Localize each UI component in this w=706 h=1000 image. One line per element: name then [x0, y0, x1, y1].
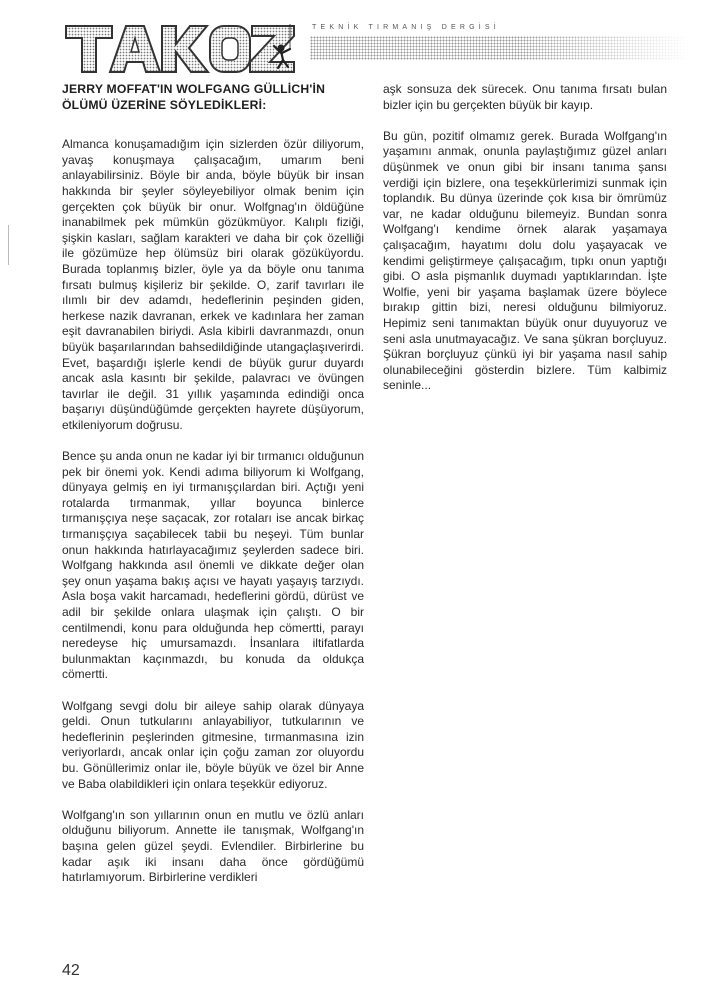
masthead	[62, 18, 652, 76]
paragraph: aşk sonsuza dek sürecek. Onu tanıma fırsatı bulan bizler için bu gerçekten büyük bir kayıp.	[383, 82, 667, 112]
scan-edge-mark	[8, 225, 9, 265]
paragraph: Bence şu anda onun ne kadar iyi bir tırmanıcı olduğunun pek bir önemi yok. Kendi adıma biliyorum ki Wolfgang, dünyaya gelmiş en iyi tırmanışçılardan biri. Açtığı yeni rotalarda tırmanmak, yıllar boyunca binlerce tırmanışçıya neşe saçacak, zor rotaları ise ancak birkaç tırmanışçıya saçabilecek tabii bu neşeyi. Tüm bunlar onun hakkında hatırlayacağımız şeylerden sadece biri. Wolfgang hakkında asıl önemli ve dikkate değer olan şey onun yaşama bakış açısı ve hayatı yaşayış tarzıydı. Asla boşa vakit harcamadı, hedeflerini gördü, dürüst ve adil bir şekilde onlara ulaşmak için çalıştı. O bir centilmendi, konu para olduğunda hep cömertti, parayı neredeyse hiç umursamazdı. İnsanlara iltifatlarda bulunmaktan kaçınmazdı, bu konuda da oldukça cömertti.	[62, 449, 364, 682]
paragraph: Almanca konuşamadığım için sizlerden özür diliyorum, yavaş konuşmaya çalışacağım, umarım beni anlayabilirsiniz. Böyle bir anda, böyle büyük bir insan hakkında bir şeyler söyleyebiliyor olmak benim için gerçekten çok büyük bir onur. Wolfgnag'ın öldüğüne inanabilmek pek mümkün gözükmüyor. Kalıplı fiziği, şişkin kasları, sağlam karakteri ve daha bir çok özelliği ile gözümüze hep ölümsüz biri olarak gözüküyordu. Burada toplanmış bizler, öyle ya da böyle onu tanıma fırsatı bulmuş kişileriz bir şekilde. O, zarif tavırları ile ılımlı bir dev adamdı, hedeflerinin peşinden giden, herkese nazik davranan, erkek ve kadınlara her zaman eşit davranabilen biriydi. Asla kibirli davranmazdı, onun büyük başarılarından bahsedildiğinde utangaçlaşıverirdi. Evet, başardığı işlerle kendi de büyük gurur duyardı ancak asla kasıntı bir şekilde, palavracı ve övüngen tavırlar ile değil. 31 yıllık yaşamında edindiği onca başarıyı düşündüğümde gerçekten hayrete düşüyorum, etkileniyorum doğrusu.	[62, 137, 364, 432]
article-heading	[62, 82, 364, 113]
left-column	[62, 82, 364, 901]
paragraph: Wolfgang sevgi dolu bir aileye sahip olarak dünyaya geldi. Onun tutkularını anlayabiliyor, tutkularının ve hedeflerinin peşlerinden gitmesine, tırmanmasına izin veriyorlardı, ancak onlar için çoğu zaman zor oluyordu bu. Gönüllerimiz onlar ile, böyle büyük ve özel bir Anne ve Baba olabildikleri için onlara teşekkür ediyoruz.	[62, 698, 364, 791]
paragraph: Bu gün, pozitif olmamız gerek. Burada Wolfgang'ın yaşamını anmak, onunla paylaştığımız güzel anları düşünmek ve onun gibi bir insanı tanıma şansı verdiği için bizlere, ona teşekkürlerimizi sunmak için toplandık. Bu dünya üzerinde çok kısa bir ömrümüz var, ne kadar olduğunu bilemeyiz. Bundan sonra Wolfgang'ı kendime örnek alarak yaşamaya çalışacağım, hayatımı dolu dolu yaşayacak ve kendimi geliştirmeye çalışacağım, tıpkı onun yaptığı gibi. O asla pişmanlık duymadı yaptıklarından. İşte Wolfie, yeni bir yaşama başlamak üzere böylece bırakıp gittin bizi, neresi olduğunu bilmiyoruz. Hepimiz seni tanımaktan büyük onur duyuyoruz ve seni asla unutmayacağız. Ve sana şükran borçluyuz. Şükran borçluyuz çünkü iyi bir yaşama nasıl sahip olunabileceğini gösterdin bizlere. Tüm kalbimiz seninle...	[383, 128, 667, 393]
heading-line-1: JERRY MOFFAT'IN WOLFGANG GÜLLİCH'İN	[62, 82, 326, 96]
right-column	[383, 82, 667, 409]
paragraph: Wolfgang'ın son yıllarının onun en mutlu ve özlü anları olduğunu biliyorum. Annette ile tanışmak, Wolfgang'ın başına gelen güzel şeydi. Evlendiler. Birbirlerine bu kadar aşık iki insanı daha önce gördüğümü hatırlamıyorum. Birbirlerine verdikleri	[62, 807, 364, 885]
page-number: 42	[62, 962, 80, 979]
takoz-logo	[62, 18, 297, 76]
heading-line-2: ÖLÜMÜ ÜZERİNE SÖYLEDİKLERİ:	[62, 97, 267, 112]
magazine-tagline: TEKNİK TIRMANIŞ DERGİSİ	[312, 24, 500, 31]
halftone-banner	[310, 36, 690, 60]
